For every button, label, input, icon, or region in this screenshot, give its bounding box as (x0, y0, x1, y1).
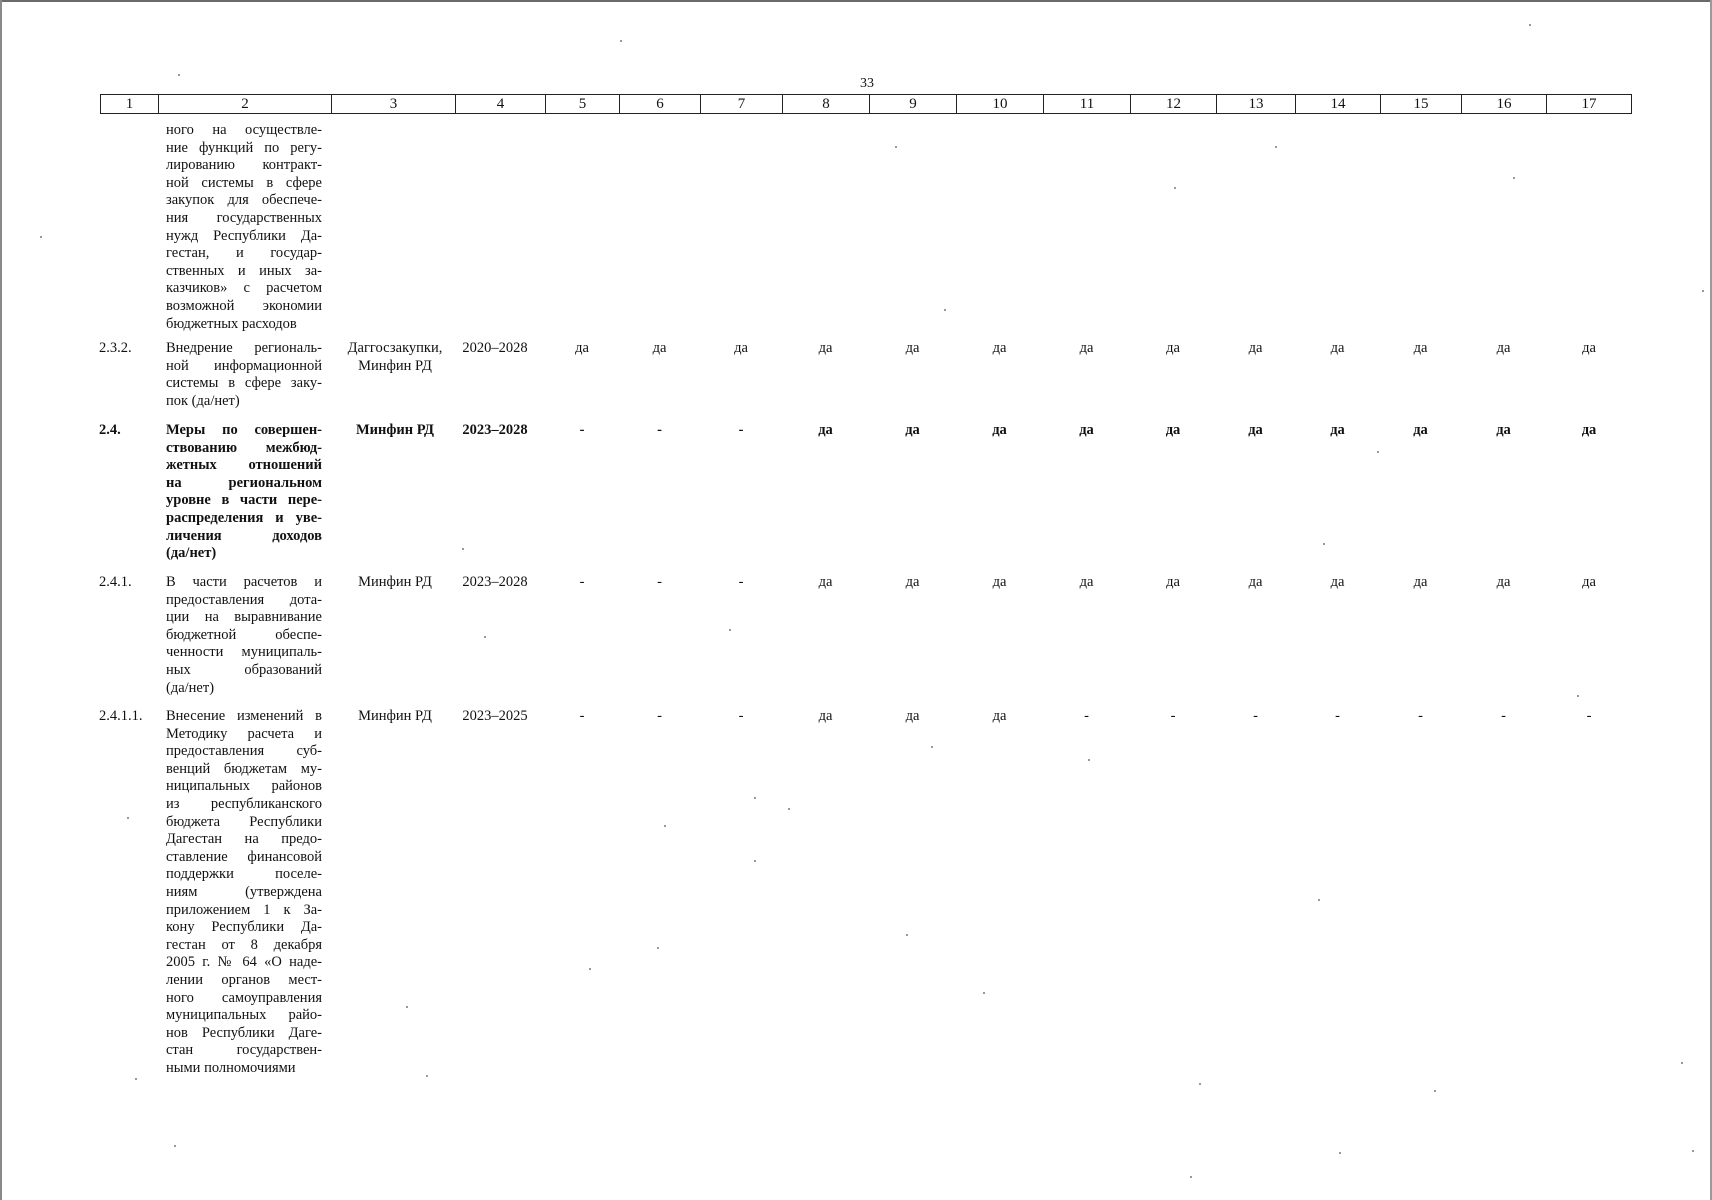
measure-name-line: стан государствен- (166, 1042, 322, 1059)
row-value-col-15: - (1418, 708, 1423, 724)
row-measure-name (166, 574, 322, 697)
row-value-col-16: да (1496, 422, 1511, 438)
row-value-col-5: - (579, 708, 585, 724)
row-value-col-11: да (1079, 574, 1094, 590)
row-value-col-17: - (1586, 708, 1592, 724)
measure-name-line: ных образований (166, 661, 322, 678)
measure-name-line: В части расчетов и (166, 574, 322, 590)
measure-name-line: ными полномочиями (166, 1059, 296, 1076)
measure-name-line: ставление финансовой (166, 848, 322, 865)
row-value-col-5: - (579, 422, 585, 438)
page-number: 33 (860, 76, 874, 91)
executor-line: Минфин РД (358, 357, 432, 374)
row-value-col-10: да (992, 708, 1007, 724)
row-value-col-9: да (905, 422, 920, 438)
row-value-col-16: - (1501, 708, 1506, 724)
measure-name-line: ственных и иных за- (166, 262, 322, 279)
row-measure-name (166, 122, 322, 333)
measure-name-line: пок (да/нет) (166, 392, 240, 409)
measure-name-line: нужд Республики Да- (166, 227, 322, 244)
measure-name-line: (да/нет) (166, 679, 215, 696)
row-value-col-15: да (1413, 422, 1428, 438)
measure-name-line: уровне в части пере- (166, 492, 322, 509)
row-value-col-17: да (1582, 574, 1596, 590)
measure-name-line: ного самоуправления (166, 989, 322, 1006)
row-value-col-6: да (652, 340, 667, 356)
column-header-15: 15 (1380, 95, 1461, 113)
row-period: 2023–2028 (462, 574, 528, 590)
row-number: 2.4.1.1. (99, 708, 143, 724)
measure-name-line: лении органов мест- (166, 971, 322, 988)
measure-name-line: муниципальных райо- (166, 1007, 322, 1024)
measure-name-line: личения доходов (166, 527, 322, 544)
measure-name-line: гестан, и государ- (166, 245, 322, 262)
executor-line: Минфин РД (358, 574, 432, 590)
row-value-col-12: да (1166, 340, 1180, 356)
row-value-col-17: да (1582, 340, 1596, 356)
measure-name-line: ствованию межбюд- (166, 439, 322, 456)
row-value-col-13: да (1248, 574, 1263, 590)
column-header-3: 3 (331, 95, 455, 113)
measure-name-line: ния государственных (166, 209, 322, 226)
row-period: 2023–2025 (462, 708, 528, 724)
measure-name-line: кону Республики Да- (166, 919, 322, 936)
row-value-col-10: да (992, 422, 1007, 438)
row-number: 2.3.2. (99, 340, 132, 356)
measure-name-line: ной системы в сфере (166, 174, 322, 191)
row-measure-name (166, 708, 322, 1077)
row-value-col-7: - (738, 574, 744, 590)
row-measure-name (166, 422, 322, 563)
measure-name-line: ченности муниципаль- (166, 644, 322, 661)
measure-name-line: из республиканского (166, 795, 322, 812)
row-measure-name (166, 340, 322, 410)
row-value-col-12: да (1166, 574, 1180, 590)
measure-name-line: ниципальных районов (166, 778, 322, 795)
column-header-17: 17 (1546, 95, 1632, 113)
row-value-col-6: - (657, 422, 662, 438)
measure-name-line: возможной экономии (166, 297, 322, 314)
row-value-col-5: - (579, 574, 585, 590)
row-number: 2.4.1. (99, 574, 132, 590)
executor-line: Даггосзакупки, (347, 340, 443, 356)
row-executor (338, 340, 452, 375)
measure-name-line: Методику расчета и (166, 725, 322, 742)
executor-line: Минфин РД (358, 708, 432, 724)
row-executor (338, 708, 452, 726)
row-value-col-8: да (818, 574, 833, 590)
row-value-col-14: - (1335, 708, 1340, 724)
column-header-5: 5 (545, 95, 619, 113)
row-executor (338, 422, 452, 440)
column-header-13: 13 (1216, 95, 1295, 113)
measure-name-line: ниям (утверждена (166, 883, 322, 900)
row-value-col-9: да (905, 574, 920, 590)
measure-name-line: системы в сфере заку- (166, 375, 322, 392)
row-value-col-17: да (1581, 422, 1597, 438)
measure-name-line: нов Республики Даге- (166, 1024, 322, 1041)
measure-name-line: бюджетных расходов (166, 315, 297, 332)
row-value-col-15: да (1413, 340, 1428, 356)
measure-name-line: казчиков» с расчетом (166, 280, 322, 297)
measure-name-line: гестан от 8 декабря (166, 936, 322, 953)
column-header-2: 2 (158, 95, 331, 113)
measure-name-line: 2005 г. № 64 «О наде- (166, 954, 322, 971)
row-value-col-13: - (1253, 708, 1258, 724)
column-header-7: 7 (700, 95, 782, 113)
measure-name-line: предоставления суб- (166, 743, 322, 760)
measure-name-line: предоставления дота- (166, 591, 322, 608)
column-header-9: 9 (869, 95, 956, 113)
column-header-10: 10 (956, 95, 1043, 113)
row-value-col-7: да (734, 340, 748, 356)
row-value-col-9: да (905, 340, 920, 356)
measure-name-line: Внедрение региональ- (166, 340, 322, 356)
row-value-col-13: да (1248, 422, 1263, 438)
row-value-col-11: да (1079, 340, 1094, 356)
scan-border-left (0, 0, 2, 1200)
header-bottom-rule (100, 113, 1632, 114)
measure-name-line: на региональном (166, 474, 322, 491)
measure-name-line: жетных отношений (166, 457, 322, 474)
measure-name-line: приложением 1 к За- (166, 901, 322, 918)
measure-name-line: ного на осуществле- (166, 122, 322, 138)
measure-name-line: ной информационной (166, 357, 322, 374)
row-value-col-11: - (1084, 708, 1089, 724)
row-value-col-10: да (992, 574, 1007, 590)
row-value-col-11: да (1079, 422, 1094, 438)
row-value-col-9: да (905, 708, 920, 724)
column-header-16: 16 (1461, 95, 1546, 113)
measure-name-line: Внесение изменений в (166, 708, 322, 724)
row-value-col-16: да (1496, 340, 1511, 356)
row-value-col-7: - (738, 422, 744, 438)
measure-name-line: (да/нет) (166, 545, 217, 562)
column-header-4: 4 (455, 95, 545, 113)
measure-name-line: ние функций по регу- (166, 139, 322, 156)
row-value-col-14: да (1330, 422, 1345, 438)
column-header-8: 8 (782, 95, 869, 113)
measure-name-line: распределения и уве- (166, 509, 322, 526)
row-value-col-6: - (657, 574, 662, 590)
row-value-col-12: да (1165, 422, 1181, 438)
measure-name-line: закупок для обеспече- (166, 192, 322, 209)
row-value-col-7: - (738, 708, 744, 724)
column-header-14: 14 (1295, 95, 1380, 113)
measure-name-line: венций бюджетам му- (166, 760, 322, 777)
measure-name-line: ции на выравнивание (166, 609, 322, 626)
row-value-col-13: да (1248, 340, 1263, 356)
row-value-col-16: да (1496, 574, 1511, 590)
row-value-col-15: да (1413, 574, 1428, 590)
row-value-col-8: да (818, 340, 833, 356)
row-value-col-14: да (1330, 574, 1345, 590)
table-header-row (100, 94, 1632, 115)
column-header-12: 12 (1130, 95, 1216, 113)
row-value-col-5: да (575, 340, 589, 356)
measure-name-line: Дагестан на предо- (166, 831, 322, 848)
row-value-col-14: да (1330, 340, 1345, 356)
row-value-col-12: - (1170, 708, 1176, 724)
measure-name-line: бюджетной обеспе- (166, 626, 322, 643)
row-value-col-6: - (657, 708, 662, 724)
row-number: 2.4. (99, 422, 121, 438)
scan-border-top (0, 0, 1712, 2)
row-value-col-8: да (818, 708, 833, 724)
row-value-col-10: да (992, 340, 1007, 356)
measure-name-line: Меры по совершен- (166, 422, 322, 438)
measure-name-line: лированию контракт- (166, 157, 322, 174)
column-header-11: 11 (1043, 95, 1130, 113)
measure-name-line: поддержки поселе- (166, 866, 322, 883)
row-period: 2023–2028 (462, 422, 528, 438)
executor-line: Минфин РД (355, 422, 435, 438)
column-header-6: 6 (619, 95, 700, 113)
row-period: 2020–2028 (462, 340, 528, 356)
row-value-col-8: да (818, 422, 833, 438)
measure-name-line: бюджета Республики (166, 813, 322, 830)
column-header-1: 1 (100, 95, 158, 113)
row-executor (338, 574, 452, 592)
